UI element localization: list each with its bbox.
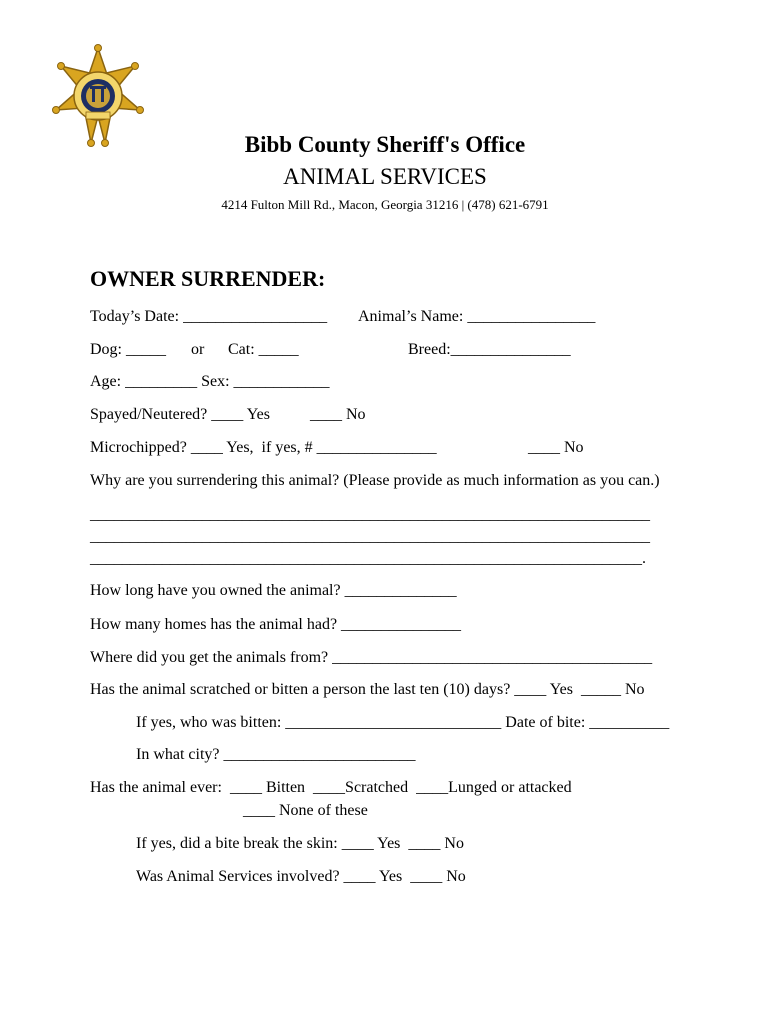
cat-field[interactable]: Cat: _____	[228, 341, 299, 358]
spayed-no-option[interactable]: ____ No	[310, 406, 366, 423]
why-answer-line[interactable]: _____________________________________________________________________.	[90, 550, 646, 567]
animal-services-involved-question[interactable]: Was Animal Services involved? ____ Yes ____ No	[136, 868, 466, 885]
why-answer-line[interactable]: ______________________________________________________________________	[90, 528, 650, 545]
dog-field[interactable]: Dog: _____	[90, 341, 166, 358]
who-bitten-field[interactable]: If yes, who was bitten: ___________________________ Date of bite: __________	[136, 714, 670, 731]
bite-break-skin-question[interactable]: If yes, did a bite break the skin: ____ Yes ____ No	[136, 835, 464, 852]
form-title: OWNER SURRENDER:	[90, 266, 326, 291]
agency-title: Bibb County Sheriff's Office	[244, 132, 526, 157]
today-date-field[interactable]: Today’s Date: __________________	[90, 308, 328, 325]
microchipped-question[interactable]: Microchipped? ____ Yes, if yes, # _______________	[90, 439, 437, 456]
age-sex-field[interactable]: Age: _________ Sex: ____________	[90, 373, 330, 390]
none-of-these-option[interactable]: ____ None of these	[243, 802, 368, 819]
bitten-recently-question[interactable]: Has the animal scratched or bitten a person the last ten (10) days? ____ Yes _____ No	[90, 681, 645, 698]
how-long-owned-field[interactable]: How long have you owned the animal? ______________	[90, 582, 457, 599]
breed-field[interactable]: Breed:_______________	[408, 341, 571, 358]
spayed-question[interactable]: Spayed/Neutered? ____ Yes	[90, 406, 270, 423]
animal-name-field[interactable]: Animal’s Name: ________________	[358, 308, 596, 325]
microchipped-no-option[interactable]: ____ No	[528, 439, 584, 456]
city-field[interactable]: In what city? ________________________	[136, 746, 416, 763]
how-many-homes-field[interactable]: How many homes has the animal had? _______________	[90, 616, 462, 633]
animal-ever-question[interactable]: Has the animal ever: ____ Bitten ____Scratched ____Lunged or attacked	[90, 779, 572, 796]
division-title: ANIMAL SERVICES	[283, 164, 487, 189]
where-from-field[interactable]: Where did you get the animals from? ________________________________________	[90, 649, 653, 666]
why-answer-line[interactable]: ______________________________________________________________________	[90, 506, 650, 523]
why-surrender-question: Why are you surrendering this animal? (Please provide as much information as you can.)	[90, 472, 660, 489]
or-label: or	[191, 341, 205, 358]
agency-address: 4214 Fulton Mill Rd., Macon, Georgia 31216 | (478) 621-6791	[221, 197, 549, 212]
